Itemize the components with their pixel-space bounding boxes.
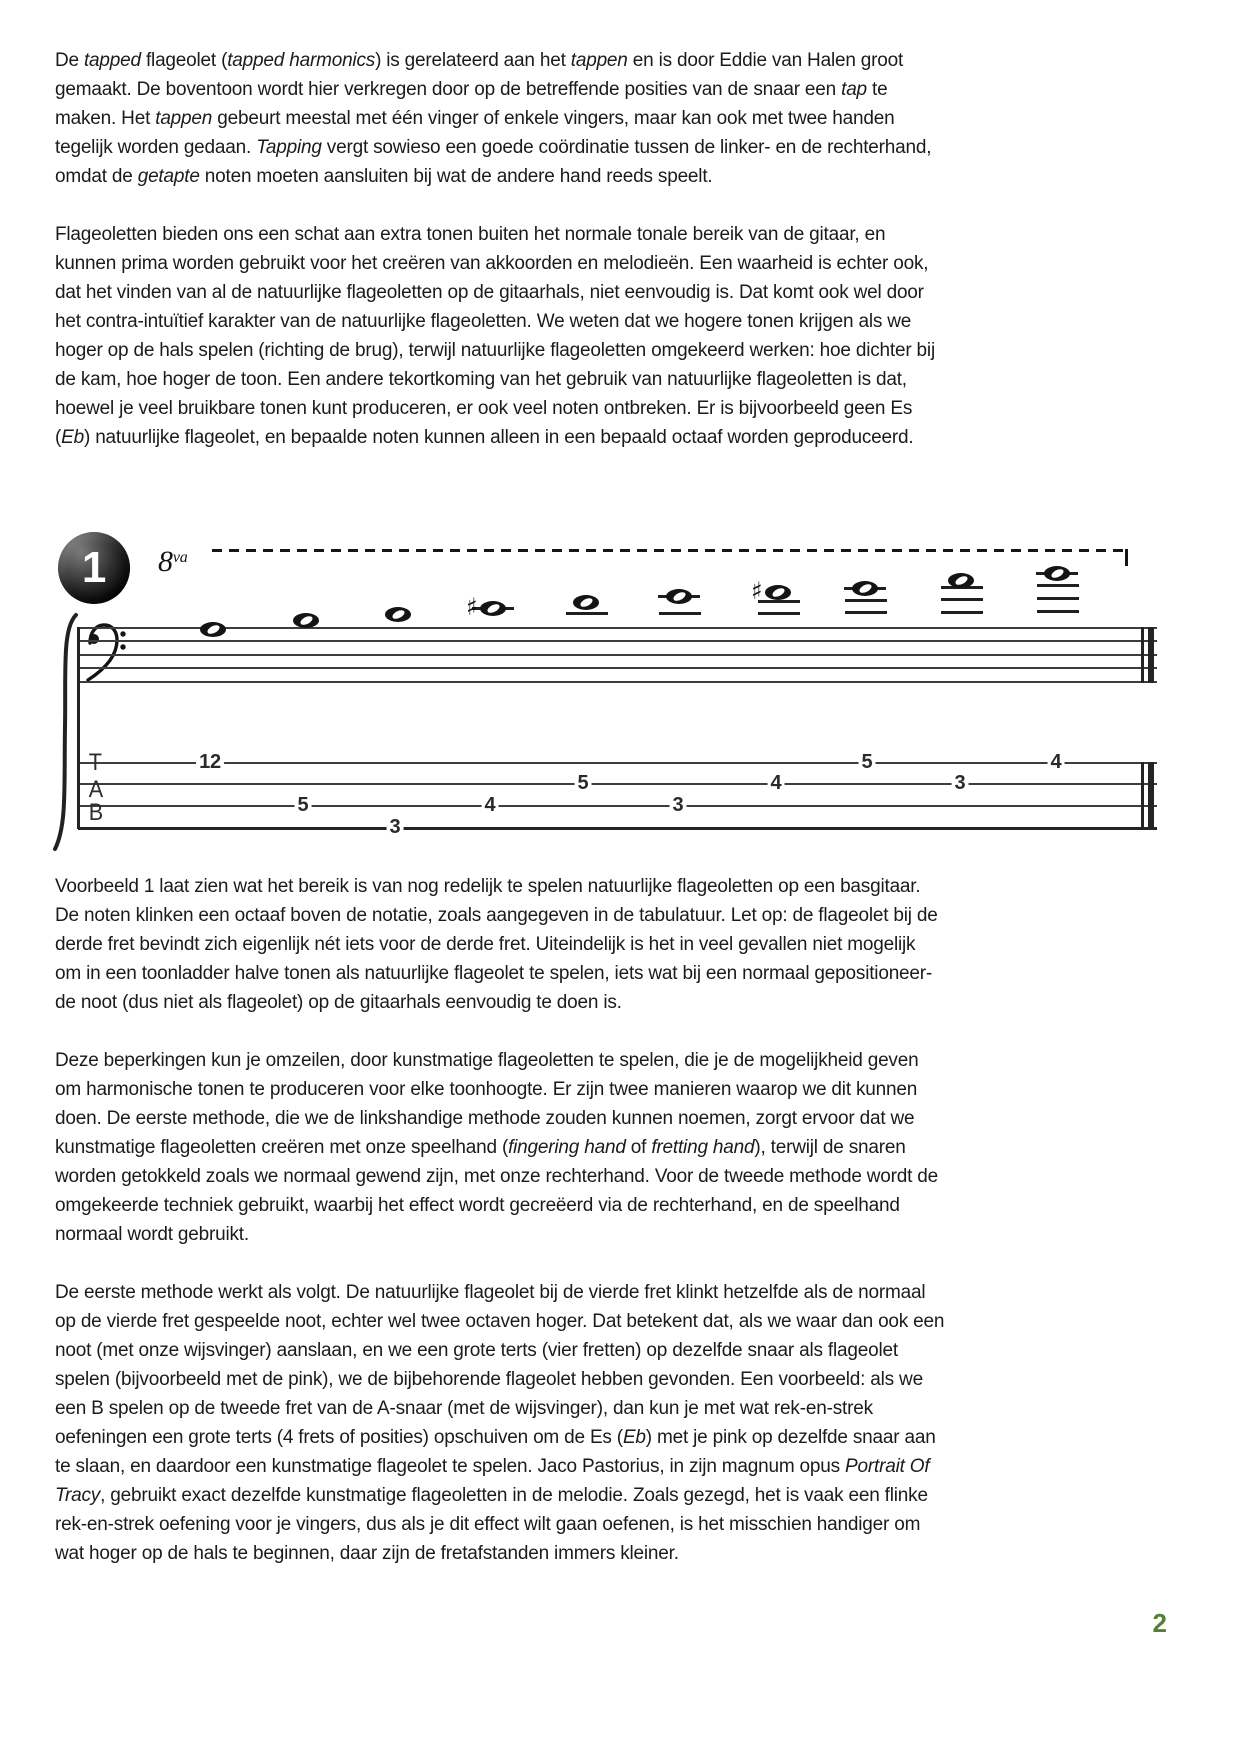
text-line: doen. De eerste methode, die we de linkshandige methode zouden kunnen noemen, zorgt ervoor dat we (55, 1108, 915, 1129)
note-hole (579, 596, 594, 608)
whole-note (385, 607, 411, 622)
staff-line (78, 667, 1157, 669)
ledger-line (845, 599, 887, 602)
text-line: kunnen prima worden gebruikt voor het creëren van akkoorden en melodieën. Een waarheid is echter ook, (55, 253, 929, 274)
text-line: Voorbeeld 1 laat zien wat het bereik is van nog redelijk te spelen natuurlijke flageoletten op een basgitaar. (55, 876, 921, 897)
whole-note (666, 589, 692, 604)
text-line: wat hoger op de hals te beginnen, daar zijn de fretafstanden immers kleiner. (55, 1543, 679, 1564)
tab-line (78, 827, 1157, 830)
text-line: omdat de getapte noten moeten aansluiten bij wat de andere hand reeds speelt. (55, 166, 713, 187)
tab-letter: B (88, 799, 104, 826)
whole-note (948, 573, 974, 588)
text-line: normaal wordt gebruikt. (55, 1224, 249, 1245)
text-line: omgekeerde techniek gebruikt, waarbij het effect wordt gecreëerd via de rechterhand, en de speelhand (55, 1195, 900, 1216)
text-column (55, 46, 1095, 1597)
ledger-line (1037, 610, 1079, 613)
tab-letter: T (88, 749, 102, 776)
note-hole (299, 614, 314, 626)
ledger-line (659, 612, 701, 615)
final-barline-thick (1148, 762, 1154, 830)
note-hole (1050, 567, 1065, 579)
text-line: om in een toonladder halve tonen als natuurlijke flageolet te spelen, iets wat bij een normaal gepositioneer- (55, 963, 933, 984)
ledger-line (1037, 584, 1079, 587)
note-hole (771, 586, 786, 598)
whole-note (480, 601, 506, 616)
text-line: het contra-intuïtief karakter van de natuurlijke flageoletten. We weten dat we hogere tonen krijgen als we (55, 311, 912, 332)
tab-fret-number: 5 (859, 751, 876, 773)
tab-fret-number: 3 (952, 772, 969, 794)
tab-fret-number: 3 (387, 816, 404, 838)
tab-fret-number: 4 (482, 794, 499, 816)
tab-fret-number: 3 (670, 794, 687, 816)
whole-note (1044, 566, 1070, 581)
note-hole (954, 574, 969, 586)
text-line: (Eb) natuurlijke flageolet, en bepaalde noten kunnen alleen in een bepaald octaaf worden geproduceerd. (55, 427, 914, 448)
paragraph (55, 872, 1095, 1017)
staff-line (78, 681, 1157, 683)
text-line: worden getokkeld zoals we normaal gewend zijn, met onze rechterhand. Voor de tweede methode wordt de (55, 1166, 939, 1187)
text-line: maken. Het tappen gebeurt meestal met één vinger of enkele vingers, maar kan ook met twee handen (55, 108, 895, 129)
text-line: spelen (bijvoorbeeld met de pink), we de bijbehorende flageolet hebben gevonden. Een voorbeeld: als we (55, 1369, 923, 1390)
tab-line (78, 783, 1157, 785)
tab-line (78, 762, 1157, 764)
tab-fret-number: 4 (768, 772, 785, 794)
paragraph (55, 1278, 1095, 1568)
staff-line (78, 654, 1157, 656)
text-line: Deze beperkingen kun je omzeilen, door kunstmatige flageoletten te spelen, die je de mogelijkheid geven (55, 1050, 919, 1071)
whole-note (573, 595, 599, 610)
note-hole (672, 590, 687, 602)
note-hole (858, 582, 873, 594)
paragraph (55, 220, 1095, 452)
page-number: 2 (1152, 1608, 1167, 1638)
text-line: Tracy, gebruikt exact dezelfde kunstmatige flageoletten in de melodie. Zoals gezegd, het is vaak een flinke (55, 1485, 928, 1506)
ledger-line (566, 612, 608, 615)
ledger-line (1037, 597, 1079, 600)
text-line: de kam, hoe hoger de toon. Een andere tekortkoming van het gebruik van natuurlijke flageoletten is dat, (55, 369, 907, 390)
ottava-8va-label (158, 543, 188, 577)
ledger-line (941, 611, 983, 614)
text-line: De noten klinken een octaaf boven de notatie, zoals aangegeven in de tabulatuur. Let op: de flageolet bij de (55, 905, 938, 926)
staff-line (78, 640, 1157, 642)
text-line: een B spelen op de tweede fret van de A-snaar (met de wijsvinger), dan kun je met wat rek-en-strek (55, 1398, 873, 1419)
ledger-line (845, 611, 887, 614)
text-line: te slaan, en daardoor een kunstmatige flageolet te spelen. Jaco Pastorius, in zijn magnum opus Portrait Of (55, 1456, 930, 1477)
ledger-line (941, 598, 983, 601)
text-line: op de vierde fret gespeelde noot, echter wel twee octaven hoger. Dat betekent dat, als we waar dan ook een (55, 1311, 945, 1332)
whole-note (765, 585, 791, 600)
text-line: De tapped flageolet (tapped harmonics) is gerelateerd aan het tappen en is door Eddie van Halen groot (55, 50, 904, 71)
note-hole (391, 608, 406, 620)
tab-letter: A (88, 776, 104, 803)
ottava-va: va (172, 549, 188, 566)
final-barline-thin (1141, 762, 1144, 830)
text-line: noot (met onze wijsvinger) aanslaan, en we een grote terts (vier fretten) op dezelfde snaar als flageolet (55, 1340, 898, 1361)
ottava-8: 8 (158, 545, 173, 578)
ledger-line (758, 612, 800, 615)
text-line: dat het vinden van al de natuurlijke flageoletten op de gitaarhals, niet eenvoudig is. Dat komt ook wel door (55, 282, 924, 303)
text-line: hoger op de hals spelen (richting de brug), terwijl natuurlijke flageoletten omgekeerd werken: hoe dichter bij (55, 340, 935, 361)
text-line: De eerste methode werkt als volgt. De natuurlijke flageolet bij de vierde fret klinkt hetzelfde als de normaal (55, 1282, 926, 1303)
whole-note (293, 613, 319, 628)
paragraphs-top (55, 46, 1095, 452)
whole-note (200, 622, 226, 637)
note-hole (206, 623, 221, 635)
whole-note (852, 581, 878, 596)
text-line: gemaakt. De boventoon wordt hier verkregen door op de betreffende posities van de snaar een tap te (55, 79, 888, 100)
paragraphs-bottom (55, 872, 1095, 1568)
example-number-badge: 1 (58, 532, 130, 604)
sharp-icon: ♯ (751, 577, 763, 605)
note-hole (486, 602, 501, 614)
ledger-line (758, 600, 800, 603)
final-barline-thin (1141, 627, 1144, 683)
paragraph (55, 46, 1095, 191)
ottava-dashed-line (212, 549, 1128, 552)
tab-fret-number: 5 (575, 772, 592, 794)
tab-fret-number: 12 (196, 751, 224, 773)
staff-line (78, 627, 1157, 629)
ottava-end-tick (1125, 549, 1128, 566)
final-barline-thick (1148, 627, 1154, 683)
tab-fret-number: 4 (1048, 751, 1065, 773)
text-line: oefeningen een grote terts (4 frets of posities) opschuiven om de Es (Eb) met je pink op dezelfde snaar aan (55, 1427, 936, 1448)
system-brace (52, 613, 78, 853)
tab-line (78, 805, 1157, 807)
text-line: Flageoletten bieden ons een schat aan extra tonen buiten het normale tonale bereik van de gitaar, en (55, 224, 886, 245)
system-start-barline (77, 627, 80, 829)
tab-fret-number: 5 (295, 794, 312, 816)
paragraph (55, 1046, 1095, 1249)
text-line: de noot (dus niet als flageolet) op de gitaarhals eenvoudig te doen is. (55, 992, 622, 1013)
text-line: rek-en-strek oefening voor je vingers, dus als je dit effect wilt gaan oefenen, is het misschien handiger om (55, 1514, 921, 1535)
text-line: hoewel je veel bruikbare tonen kunt produceren, er ook veel noten ontbreken. Er is bijvoorbeeld geen Es (55, 398, 913, 419)
sharp-icon: ♯ (466, 593, 478, 621)
text-line: om harmonische tonen te produceren voor elke toonhoogte. Er zijn twee manieren waarop we dit kunnen (55, 1079, 918, 1100)
music-example-figure (0, 481, 1240, 843)
text-line: derde fret bevindt zich eigenlijk nét iets voor de derde fret. Uiteindelijk is het in veel gevallen niet mogelijk (55, 934, 916, 955)
text-line: kunstmatige flageoletten creëren met onze speelhand (fingering hand of fretting hand), terwijl de snaren (55, 1137, 906, 1158)
text-line: tegelijk worden gedaan. Tapping vergt sowieso een goede coördinatie tussen de linker- en de rechterhand, (55, 137, 932, 158)
